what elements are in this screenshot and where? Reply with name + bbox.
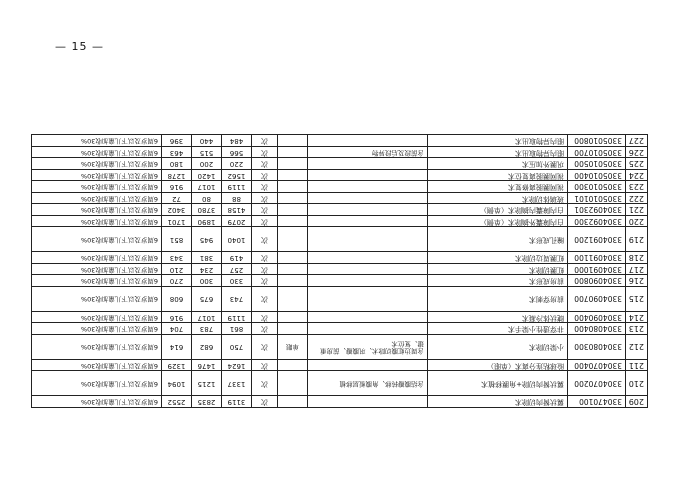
item-content: 含前段及后段异物 (308, 147, 428, 159)
price-level-3: 614 (162, 335, 192, 360)
unit: 次 (252, 287, 278, 312)
item-name: 瞳孔成形术 (428, 227, 568, 252)
price-level-3: 916 (162, 312, 192, 324)
item-content (308, 287, 428, 312)
unit: 次 (252, 312, 278, 324)
price-level-1: 3119 (222, 396, 252, 408)
remark: 6周岁及以下儿童加收30% (32, 147, 162, 159)
remark: 6周岁及以下儿童加收30% (32, 135, 162, 147)
price-level-2: 675 (192, 287, 222, 312)
row-number: 211 (626, 360, 648, 372)
table-row (32, 227, 648, 252)
row-number: 215 (626, 287, 648, 312)
price-level-2: 783 (192, 323, 222, 335)
unit: 次 (252, 371, 278, 396)
price-level-2: 1215 (192, 371, 222, 396)
row-number: 222 (626, 193, 648, 205)
item-content (308, 396, 428, 408)
item-code: 3305010400 (568, 170, 626, 182)
item-name: 玻璃体切除术 (428, 193, 568, 205)
remark: 6周岁及以下儿童加收30% (32, 252, 162, 264)
price-level-2: 1890 (192, 216, 222, 228)
row-number: 209 (626, 396, 648, 408)
table-row (32, 135, 648, 147)
item-code: 3304070200 (568, 371, 626, 396)
unit: 次 (252, 147, 278, 159)
row-number: 216 (626, 275, 648, 287)
price-table (31, 135, 648, 409)
remark: 6周岁及以下儿童加收30% (32, 170, 162, 182)
table-row (32, 147, 648, 159)
table-row (32, 323, 648, 335)
table-row (32, 371, 648, 396)
item-content (308, 227, 428, 252)
item-code: 3305010500 (568, 158, 626, 170)
item-note (278, 147, 308, 159)
item-content (308, 312, 428, 324)
remark: 6周岁及以下儿童加收30% (32, 323, 162, 335)
item-note (278, 204, 308, 216)
remark: 6周岁及以下儿童加收30% (32, 193, 162, 205)
row-number: 225 (626, 158, 648, 170)
price-level-1: 1040 (222, 227, 252, 252)
item-content (308, 158, 428, 170)
item-name: 眼内异物取出术 (428, 135, 568, 147)
price-level-2: 440 (192, 135, 222, 147)
item-name: 非穿透性小梁手术 (428, 323, 568, 335)
item-code: 3304070400 (568, 360, 626, 372)
item-name: 前房穿刺术 (428, 287, 568, 312)
price-level-2: 80 (192, 193, 222, 205)
table-row (32, 193, 648, 205)
item-note (278, 360, 308, 372)
unit: 次 (252, 193, 278, 205)
price-level-1: 220 (222, 158, 252, 170)
item-name: 前房成形术 (428, 275, 568, 287)
item-code: 3305010101 (568, 193, 626, 205)
remark: 6周岁及以下儿童加收30% (32, 396, 162, 408)
price-level-1: 4158 (222, 204, 252, 216)
remark: 6周岁及以下儿童加收30% (32, 181, 162, 193)
item-name: 虹膜周边切除术 (428, 252, 568, 264)
price-level-1: 484 (222, 135, 252, 147)
item-name: 小梁切除术 (428, 335, 568, 360)
item-code: 3304080400 (568, 323, 626, 335)
item-content (308, 252, 428, 264)
item-name: 翼状胬肉切除+角膜移植术 (428, 371, 568, 396)
price-level-3: 851 (162, 227, 192, 252)
table-row (32, 396, 648, 408)
table-row (32, 312, 648, 324)
item-code: 3304091100 (568, 252, 626, 264)
unit: 次 (252, 264, 278, 276)
remark: 6周岁及以下儿童加收30% (32, 371, 162, 396)
price-level-3: 1701 (162, 216, 192, 228)
table-row (32, 360, 648, 372)
item-name: 虹膜切除术 (428, 264, 568, 276)
row-number: 221 (626, 204, 648, 216)
row-number: 214 (626, 312, 648, 324)
item-code: 3304090400 (568, 312, 626, 324)
item-name: 巩膜外加压术 (428, 158, 568, 170)
item-name: 白内障囊外摘除术（单侧） (428, 216, 568, 228)
item-name: 视网膜脱离修复术 (428, 181, 568, 193)
item-content (308, 135, 428, 147)
price-level-3: 396 (162, 135, 192, 147)
item-code: 3304090800 (568, 275, 626, 287)
row-number: 227 (626, 135, 648, 147)
row-number: 212 (626, 335, 648, 360)
item-note (278, 312, 308, 324)
item-name: 白内障囊内摘除术（单侧） (428, 204, 568, 216)
item-note: 单眼 (278, 335, 308, 360)
item-content (308, 170, 428, 182)
item-code: 330470100 (568, 396, 626, 408)
item-note (278, 323, 308, 335)
price-level-3: 704 (162, 323, 192, 335)
row-number: 226 (626, 147, 648, 159)
unit: 次 (252, 227, 278, 252)
remark: 6周岁及以下儿童加收30% (32, 158, 162, 170)
price-level-1: 1562 (222, 170, 252, 182)
item-code: 3304092301 (568, 204, 626, 216)
remark: 6周岁及以下儿童加收30% (32, 264, 162, 276)
item-code: 3304090700 (568, 287, 626, 312)
price-level-3: 210 (162, 264, 192, 276)
price-level-2: 300 (192, 275, 222, 287)
unit: 次 (252, 360, 278, 372)
row-number: 218 (626, 252, 648, 264)
item-content (308, 360, 428, 372)
item-note (278, 135, 308, 147)
price-level-2: 381 (192, 252, 222, 264)
price-level-3: 343 (162, 252, 192, 264)
price-level-1: 743 (222, 287, 252, 312)
price-level-3: 916 (162, 181, 192, 193)
price-level-3: 463 (162, 147, 192, 159)
price-level-2: 682 (192, 335, 222, 360)
unit: 次 (252, 181, 278, 193)
item-note (278, 252, 308, 264)
remark: 6周岁及以下儿童加收30% (32, 227, 162, 252)
price-level-1: 1624 (222, 360, 252, 372)
item-note (278, 193, 308, 205)
price-level-1: 88 (222, 193, 252, 205)
price-level-2: 1017 (192, 181, 222, 193)
price-level-3: 72 (162, 193, 192, 205)
row-number: 220 (626, 216, 648, 228)
price-level-3: 270 (162, 275, 192, 287)
unit: 次 (252, 323, 278, 335)
price-level-2: 1017 (192, 312, 222, 324)
table-row (32, 170, 648, 182)
row-number: 213 (626, 323, 648, 335)
price-level-2: 200 (192, 158, 222, 170)
price-level-3: 608 (162, 287, 192, 312)
item-name: 睑球粘连分离术（单眼） (428, 360, 568, 372)
remark: 6周岁及以下儿童加收30% (32, 275, 162, 287)
price-level-1: 566 (222, 147, 252, 159)
price-level-1: 419 (222, 252, 252, 264)
item-note (278, 264, 308, 276)
row-number: 223 (626, 181, 648, 193)
price-level-2: 234 (192, 264, 222, 276)
item-content (308, 204, 428, 216)
item-content (308, 216, 428, 228)
page-number: — 15 — (55, 40, 104, 53)
price-level-1: 1119 (222, 181, 252, 193)
item-note (278, 227, 308, 252)
unit: 次 (252, 204, 278, 216)
remark: 6周岁及以下儿童加收30% (32, 287, 162, 312)
unit: 次 (252, 252, 278, 264)
price-level-3: 1329 (162, 360, 192, 372)
price-level-3: 3402 (162, 204, 192, 216)
item-note (278, 158, 308, 170)
table-row (32, 158, 648, 170)
remark: 6周岁及以下儿童加收30% (32, 360, 162, 372)
price-level-1: 2079 (222, 216, 252, 228)
item-note (278, 181, 308, 193)
unit: 次 (252, 135, 278, 147)
table-row (32, 287, 648, 312)
table-row (32, 335, 648, 360)
item-name: 睫状体冷凝术 (428, 312, 568, 324)
table-row (32, 264, 648, 276)
price-level-2: 1420 (192, 170, 222, 182)
item-note (278, 216, 308, 228)
price-level-2: 3780 (192, 204, 222, 216)
unit: 次 (252, 216, 278, 228)
item-note (278, 371, 308, 396)
table-row (32, 275, 648, 287)
row-number: 224 (626, 170, 648, 182)
unit: 次 (252, 170, 278, 182)
item-content: 含结膜瓣转移、角膜板层移植 (308, 371, 428, 396)
item-name: 视网膜脱离复位术 (428, 170, 568, 182)
remark: 6周岁及以下儿童加收30% (32, 216, 162, 228)
item-code: 3304080300 (568, 335, 626, 360)
table-row (32, 181, 648, 193)
item-code: 3305010800 (568, 135, 626, 147)
item-content (308, 264, 428, 276)
price-level-3: 1094 (162, 371, 192, 396)
row-number: 217 (626, 264, 648, 276)
item-content (308, 323, 428, 335)
price-level-1: 1119 (222, 312, 252, 324)
price-level-2: 515 (192, 147, 222, 159)
price-level-3: 2552 (162, 396, 192, 408)
unit: 次 (252, 396, 278, 408)
price-level-3: 1278 (162, 170, 192, 182)
unit: 次 (252, 158, 278, 170)
price-level-1: 750 (222, 335, 252, 360)
item-content (308, 193, 428, 205)
row-number: 219 (626, 227, 648, 252)
remark: 6周岁及以下儿童加收30% (32, 312, 162, 324)
item-content: 含周边虹膜切除术、巩膜瓣、前房重建、复位术 (308, 335, 428, 360)
item-name: 翼状胬肉切除术 (428, 396, 568, 408)
price-level-1: 257 (222, 264, 252, 276)
item-code: 3305010700 (568, 147, 626, 159)
item-note (278, 287, 308, 312)
table-row (32, 252, 648, 264)
item-code: 3304091200 (568, 227, 626, 252)
item-note (278, 396, 308, 408)
table-row (32, 216, 648, 228)
item-code: 3305010300 (568, 181, 626, 193)
price-level-2: 1476 (192, 360, 222, 372)
table-row (32, 204, 648, 216)
unit: 次 (252, 275, 278, 287)
remark: 6周岁及以下儿童加收30% (32, 204, 162, 216)
price-level-3: 180 (162, 158, 192, 170)
item-content (308, 275, 428, 287)
price-level-1: 861 (222, 323, 252, 335)
item-note (278, 170, 308, 182)
item-code: 3304092300 (568, 216, 626, 228)
price-level-2: 2835 (192, 396, 222, 408)
row-number: 210 (626, 371, 648, 396)
item-content (308, 181, 428, 193)
price-level-2: 945 (192, 227, 222, 252)
item-note (278, 275, 308, 287)
remark: 6周岁及以下儿童加收30% (32, 335, 162, 360)
item-name: 眼内异物取出术 (428, 147, 568, 159)
rotated-table-wrapper (32, 78, 648, 408)
item-code: 3304091000 (568, 264, 626, 276)
price-level-1: 330 (222, 275, 252, 287)
unit: 次 (252, 335, 278, 360)
price-level-1: 1337 (222, 371, 252, 396)
